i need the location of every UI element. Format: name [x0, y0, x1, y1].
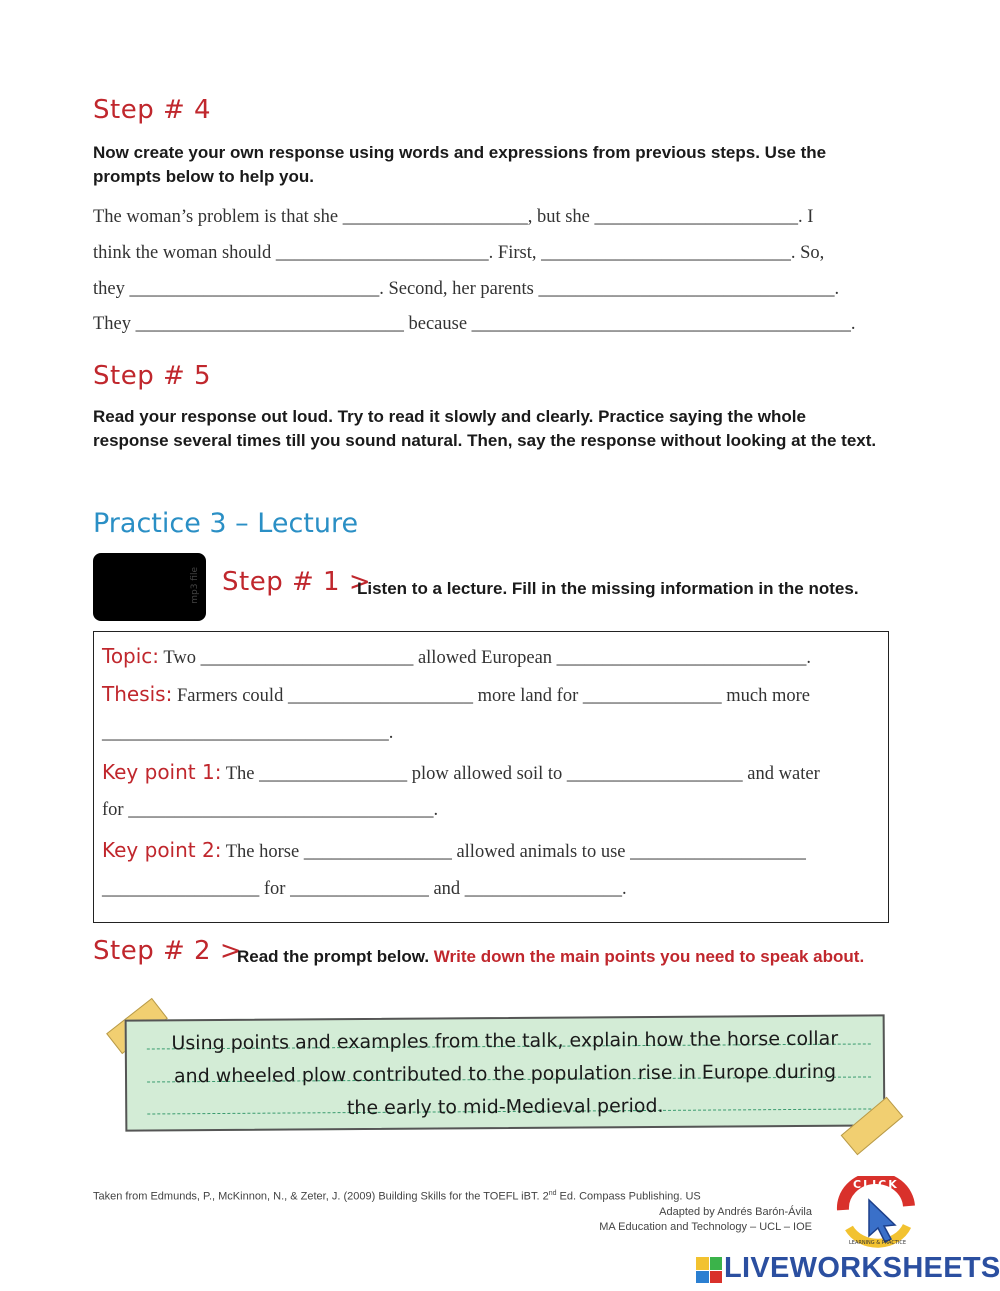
- thesis-text[interactable]: Farmers could ____________________ more land for _______________ much more: [172, 686, 810, 706]
- mp3-label: mp3 file: [190, 567, 200, 604]
- step5-instruction: Read your response out loud. Try to read it slowly and clearly. Practice saying the whole response several times till you sound natural. Then, say the response without looking at the text.: [93, 407, 877, 450]
- kp1-label: Key point 1:: [102, 760, 222, 784]
- step5-title: Step # 5: [93, 361, 212, 391]
- topic-text[interactable]: Two _______________________ allowed European ___________________________.: [159, 648, 812, 668]
- notes-kp1-cont[interactable]: for _________________________________.: [102, 800, 439, 820]
- citation-sup: nd: [548, 1190, 557, 1197]
- prompt-line-2: and wheeled plow contributed to the population rise in Europe during: [173, 1060, 837, 1088]
- citation-suffix: Ed. Compass Publishing. US: [556, 1190, 701, 1203]
- notes-kp2-cont[interactable]: _________________ for _______________ and _________________.: [102, 879, 627, 899]
- step4-line-4[interactable]: They _____________________________ because _________________________________________.: [93, 314, 856, 334]
- step4-line-2[interactable]: think the woman should _______________________. First, ___________________________. So,: [93, 243, 825, 263]
- prompt-text: [127, 1022, 884, 1126]
- mp3-player[interactable]: [93, 553, 206, 621]
- notes-thesis-cont[interactable]: _______________________________.: [102, 723, 394, 743]
- practice3-step2-instruction: [93, 945, 873, 969]
- notes-kp1[interactable]: [102, 760, 820, 785]
- click-logo: [835, 1176, 917, 1256]
- kp2-text[interactable]: The horse ________________ allowed animals to use ___________________: [221, 842, 806, 862]
- adapted-by: Adapted by Andrés Barón-Ávila: [659, 1206, 812, 1218]
- prompt-line-3: the early to mid-Medieval period.: [346, 1094, 664, 1120]
- citation: [93, 1190, 701, 1203]
- affiliation: MA Education and Technology – UCL – IOE: [599, 1221, 812, 1233]
- kp1-text[interactable]: The ________________ plow allowed soil to ___________________ and water: [221, 764, 820, 784]
- practice3-step1-instruction: Listen to a lecture. Fill in the missing information in the notes.: [357, 579, 859, 598]
- notes-kp2[interactable]: [102, 838, 806, 863]
- citation-prefix: Taken from Edmunds, P., McKinnon, N., & Zeter, J. (2009) Building Skills for the TOEFL iBT. 2: [93, 1190, 549, 1203]
- liveworksheets-brand[interactable]: LIVEWORKSHEETS: [724, 1252, 1000, 1284]
- kp2-label: Key point 2:: [102, 838, 222, 862]
- prompt-card: [125, 1014, 886, 1131]
- step2-instruction-black: Read the prompt below.: [237, 947, 430, 966]
- step4-title: Step # 4: [93, 95, 212, 125]
- click-logo-text: CLICK: [853, 1178, 899, 1191]
- practice3-step1-title: Step # 1 >: [222, 567, 372, 597]
- step4-line-1[interactable]: The woman’s problem is that she ____________________, but she ______________________. I: [93, 207, 814, 227]
- notes-thesis[interactable]: [102, 682, 810, 707]
- notes-topic[interactable]: [102, 644, 811, 669]
- click-logo-subtext: LEARNING & PRACTICE: [849, 1240, 907, 1246]
- thesis-label: Thesis:: [102, 682, 173, 706]
- topic-label: Topic:: [102, 644, 160, 668]
- step2-instruction-red: Write down the main points you need to speak about.: [433, 947, 865, 966]
- step4-line-3[interactable]: they ___________________________. Second, her parents ________________________________.: [93, 279, 840, 299]
- practice3-title: Practice 3 – Lecture: [93, 508, 359, 539]
- practice3-step2-title: Step # 2 >: [93, 936, 243, 966]
- liveworksheets-badge: [696, 1257, 722, 1283]
- prompt-line-1: Using points and examples from the talk, explain how the horse collar: [171, 1027, 839, 1055]
- step4-instruction: Now create your own response using words and expressions from previous steps. Use the prompts below to help you.: [93, 143, 827, 186]
